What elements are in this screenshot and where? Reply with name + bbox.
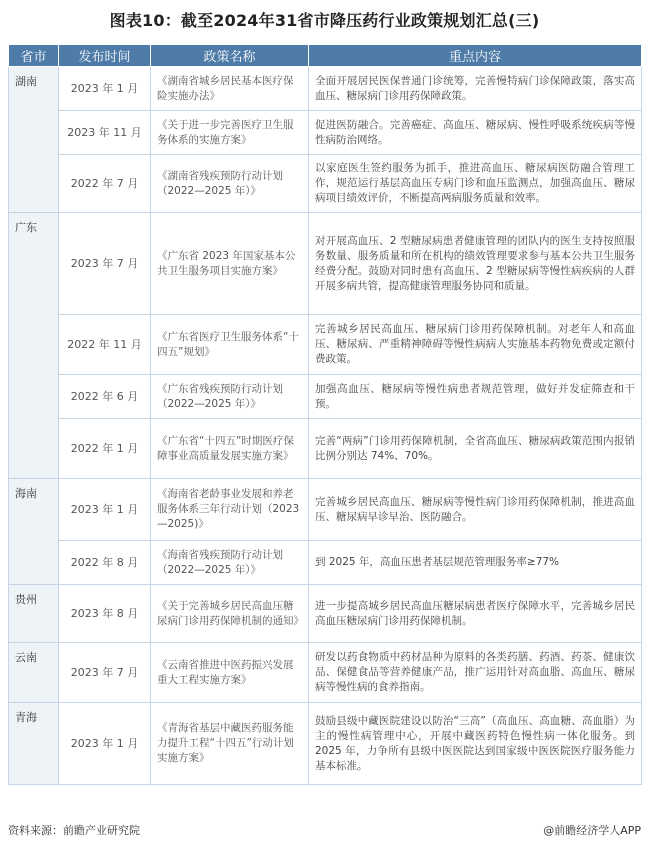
province-cell: 广东 — [9, 213, 59, 479]
time-cell: 2023 年 8 月 — [59, 585, 151, 643]
table-row — [9, 479, 642, 541]
page-title: 图表10：截至2024年31省市降压药行业政策规划汇总(三) — [109, 11, 540, 30]
content-cell: 促进医防融合。完善癌症、高血压、糖尿病、慢性呼吸系统疾病等慢性病防治网络。 — [309, 111, 642, 155]
content-cell: 完善“两病”门诊用药保障机制，全省高血压、糖尿病政策范围内报销比例分别达 74%、70%。 — [309, 419, 642, 479]
time-cell: 2023 年 7 月 — [59, 213, 151, 315]
content-cell: 进一步提高城乡居民高血压糖尿病患者医疗保障水平，完善城乡居民高血压糖尿病门诊用药保障机制。 — [309, 585, 642, 643]
table-row — [9, 213, 642, 315]
header-time: 发布时间 — [59, 45, 151, 67]
source-note: 资料来源：前瞻产业研究院 — [8, 824, 140, 837]
time-cell: 2023 年 1 月 — [59, 479, 151, 541]
table-row — [9, 585, 642, 643]
content-cell: 完善城乡居民高血压、糖尿病等慢性病门诊用药保障机制，推进高血压、糖尿病早诊早治、医防融合。 — [309, 479, 642, 541]
table-header-row — [9, 45, 642, 67]
content-cell: 鼓励县级中藏医院建设以防治“三高”（高血压、高血糖、高血脂）为主的慢性病管理中心，开展中藏医药特色慢性病一体化服务。到 2025 年，力争所有县级中医医院达到国家级中医医院医疗服务能力基本标准。 — [309, 703, 642, 785]
content-cell: 到 2025 年，高血压患者基层规范管理服务率≥77% — [309, 541, 642, 585]
content-cell: 完善城乡居民高血压、糖尿病门诊用药保障机制。对老年人和高血压、糖尿病、严重精神障碍等慢性病病人实施基本药物免费或定额付费政策。 — [309, 315, 642, 375]
table-row — [9, 703, 642, 785]
header-content: 重点内容 — [309, 45, 642, 67]
content-cell: 以家庭医生签约服务为抓手，推进高血压、糖尿病医防融合管理工作，规范运行基层高血压专病门诊和血压监测点，加强高血压、糖尿病项目绩效评价，不断提高两病服务质量和效率。 — [309, 155, 642, 213]
time-cell: 2022 年 6 月 — [59, 375, 151, 419]
table-row — [9, 315, 642, 375]
header-policy: 政策名称 — [151, 45, 309, 67]
content-cell: 研发以药食物质中药材品种为原料的各类药膳、药酒、药茶、健康饮品、保健食品等营养健康产品，推广运用针对高血脂、高血压、糖尿病等慢性病的食养指南。 — [309, 643, 642, 703]
time-cell: 2022 年 11 月 — [59, 315, 151, 375]
policy-cell: 《海南省残疾预防行动计划（2022—2025 年）》 — [151, 541, 309, 585]
province-cell: 青海 — [9, 703, 59, 785]
policy-cell: 《广东省医疗卫生服务体系“十四五”规划》 — [151, 315, 309, 375]
province-cell: 湖南 — [9, 67, 59, 213]
time-cell: 2023 年 11 月 — [59, 111, 151, 155]
policy-cell: 《湖南省城乡居民基本医疗保险实施办法》 — [151, 67, 309, 111]
table-row — [9, 375, 642, 419]
table-row — [9, 111, 642, 155]
policy-cell: 《广东省“十四五”时期医疗保障事业高质量发展实施方案》 — [151, 419, 309, 479]
policy-cell: 《关于完善城乡居民高血压糖尿病门诊用药保障机制的通知》 — [151, 585, 309, 643]
header-province: 省市 — [9, 45, 59, 67]
policy-table — [8, 44, 642, 785]
policy-cell: 《广东省残疾预防行动计划（2022—2025 年）》 — [151, 375, 309, 419]
table-row — [9, 155, 642, 213]
content-cell: 加强高血压、糖尿病等慢性病患者规范管理，做好并发症筛查和干预。 — [309, 375, 642, 419]
time-cell: 2022 年 7 月 — [59, 155, 151, 213]
policy-cell: 《关于进一步完善医疗卫生服务体系的实施方案》 — [151, 111, 309, 155]
table-row — [9, 419, 642, 479]
time-cell: 2022 年 1 月 — [59, 419, 151, 479]
province-cell: 海南 — [9, 479, 59, 585]
brand-note: @前瞻经济学人APP — [543, 824, 641, 837]
policy-cell: 《湖南省残疾预防行动计划（2022—2025 年）》 — [151, 155, 309, 213]
policy-cell: 《广东省 2023 年国家基本公共卫生服务项目实施方案》 — [151, 213, 309, 315]
time-cell: 2023 年 1 月 — [59, 703, 151, 785]
time-cell: 2023 年 1 月 — [59, 67, 151, 111]
province-cell: 云南 — [9, 643, 59, 703]
time-cell: 2022 年 8 月 — [59, 541, 151, 585]
policy-cell: 《海南省老龄事业发展和养老服务体系三年行动计划（2023—2025)》 — [151, 479, 309, 541]
table-row — [9, 643, 642, 703]
table-row — [9, 541, 642, 585]
content-cell: 对开展高血压、2 型糖尿病患者健康管理的团队内的医生支持按照服务数量、服务质量和所在机构的绩效管理要求参与基本公共卫生服务经费分配。鼓励对同时患有高血压、2 型糖尿病等慢性病疾病的人群开展多病共管，提高健康管理服务协同和质量。 — [309, 213, 642, 315]
content-cell: 全面开展居民医保普通门诊统筹，完善慢特病门诊保障政策，落实高血压、糖尿病门诊用药保障政策。 — [309, 67, 642, 111]
policy-cell: 《青海省基层中藏医药服务能力提升工程“十四五”行动计划实施方案》 — [151, 703, 309, 785]
province-cell: 贵州 — [9, 585, 59, 643]
time-cell: 2023 年 7 月 — [59, 643, 151, 703]
policy-cell: 《云南省推进中医药振兴发展重大工程实施方案》 — [151, 643, 309, 703]
table-row — [9, 67, 642, 111]
